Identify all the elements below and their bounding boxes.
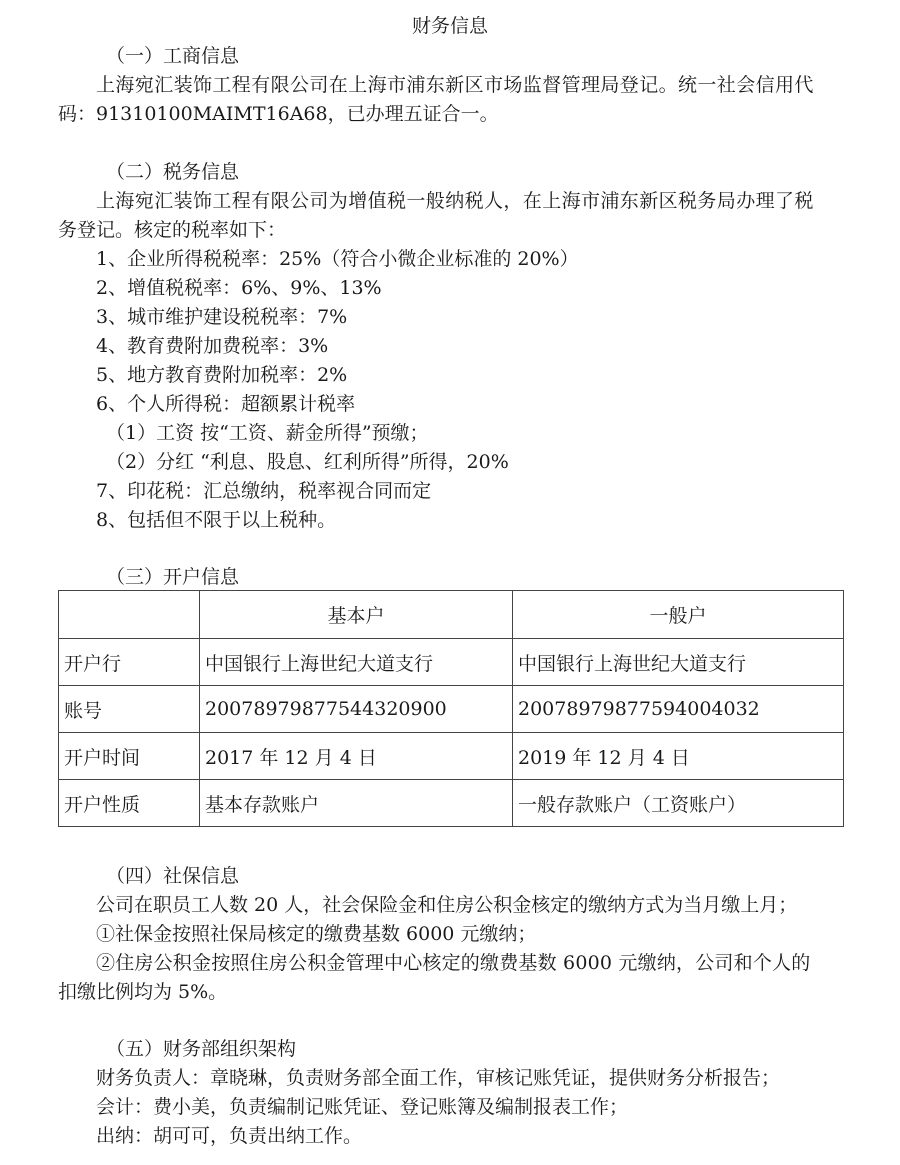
table-header-cell: 一般户 [513, 591, 844, 639]
account-table [58, 590, 844, 827]
table-cell: 中国银行上海世纪大道支行 [200, 639, 513, 686]
table-row [59, 780, 844, 827]
section1-text-line1: 上海宛汇装饰工程有限公司在上海市浦东新区市场监督管理局登记。统一社会信用代 [96, 74, 814, 96]
tax-item: 7、印花税：汇总缴纳，税率视合同而定 [96, 480, 432, 502]
table-header-cell: 基本户 [200, 591, 513, 639]
table-cell: 一般存款账户（工资账户） [513, 780, 844, 827]
section4-text-line2: ①社保金按照社保局核定的缴费基数 6000 元缴纳； [96, 923, 537, 945]
table-row [59, 639, 844, 686]
org-item: 出纳：胡可可，负责出纳工作。 [96, 1125, 363, 1147]
table-cell: 20078979877594004032 [513, 686, 844, 733]
page-title: 财务信息 [411, 15, 488, 37]
table-cell: 开户时间 [59, 733, 200, 780]
table-row [59, 686, 844, 733]
tax-subitem: （1）工资 按“工资、薪金所得”预缴； [106, 422, 429, 444]
section4-heading: （四）社保信息 [106, 865, 240, 887]
tax-item: 3、城市维护建设税税率：7% [96, 306, 348, 328]
section1-text-line2: 码：91310100MAIMT16A68，已办理五证合一。 [58, 103, 499, 125]
table-cell: 开户行 [59, 639, 200, 686]
table-cell: 账号 [59, 686, 200, 733]
section1-heading: （一）工商信息 [106, 45, 240, 67]
section4-text-line3: ②住房公积金按照住房公积金管理中心核定的缴费基数 6000 元缴纳，公司和个人的 [96, 952, 811, 974]
tax-item: 1、企业所得税税率：25%（符合小微企业标准的 20%） [96, 248, 579, 270]
table-row [59, 733, 844, 780]
table-cell: 2017 年 12 月 4 日 [200, 733, 513, 780]
section2-heading: （二）税务信息 [106, 161, 240, 183]
tax-item: 6、个人所得税：超额累计税率 [96, 393, 356, 415]
section2-text-line1: 上海宛汇装饰工程有限公司为增值税一般纳税人，在上海市浦东新区税务局办理了税 [96, 190, 814, 212]
tax-item: 8、包括但不限于以上税种。 [96, 509, 337, 531]
table-cell: 中国银行上海世纪大道支行 [513, 639, 844, 686]
table-cell: 开户性质 [59, 780, 200, 827]
section2-text-line2: 务登记。核定的税率如下： [58, 219, 287, 241]
table-header-cell [59, 591, 200, 639]
tax-item: 5、地方教育费附加税率：2% [96, 364, 348, 386]
section5-heading: （五）财务部组织架构 [106, 1038, 297, 1060]
table-cell: 20078979877544320900 [200, 686, 513, 733]
tax-subitem: （2）分红 “利息、股息、红利所得”所得，20% [106, 451, 509, 473]
table-header-row [59, 591, 844, 639]
table-cell: 基本存款账户 [200, 780, 513, 827]
tax-item: 2、增值税税率：6%、9%、13% [96, 277, 382, 299]
tax-item: 4、教育费附加费税率：3% [96, 335, 329, 357]
org-item: 会计：费小美，负责编制记账凭证、登记账簿及编制报表工作； [96, 1096, 629, 1118]
section4-text-line4: 扣缴比例均为 5%。 [58, 981, 228, 1003]
org-item: 财务负责人：章晓琳，负责财务部全面工作，审核记账凭证，提供财务分析报告； [96, 1067, 781, 1089]
section3-heading: （三）开户信息 [106, 566, 240, 588]
section4-text-line1: 公司在职员工人数 20 人，社会保险金和住房公积金核定的缴纳方式为当月缴上月； [96, 894, 798, 916]
table-cell: 2019 年 12 月 4 日 [513, 733, 844, 780]
